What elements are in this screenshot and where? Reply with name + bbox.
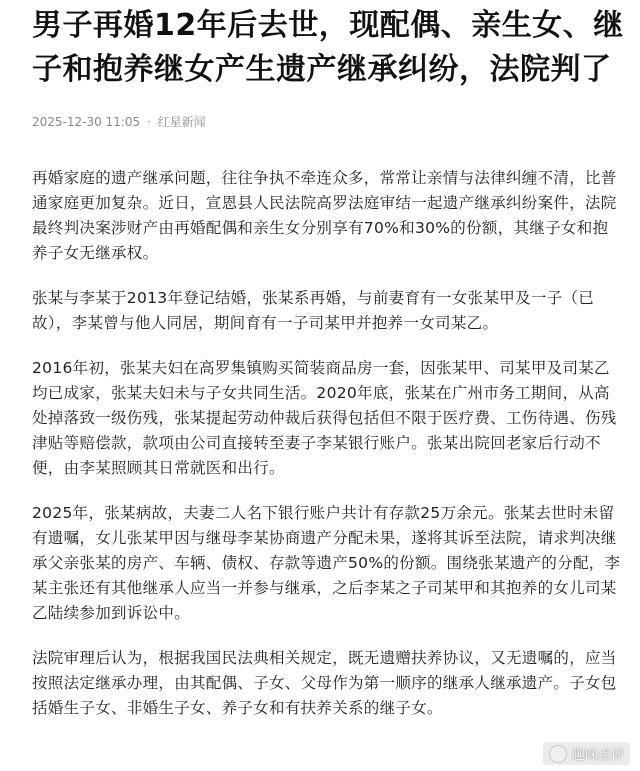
article-paragraph-2: 张某与李某于2013年登记结婚，张某系再婚，与前妻育有一女张某甲及一子（已故），李某曾与他人同居，期间育有一子司某甲并抱养一女司某乙。 — [32, 289, 595, 332]
article-paragraph-5: 法院审理后认为，根据我国民法典相关规定，既无遗赠扶养协议，又无遗嘱的，应当按照法定继承办理，由其配偶、子女、父母作为第一顺序的继承人继承遗产。子女包括婚生子女、非婚生子女、养子女和有扶养关系的继子女。 — [32, 649, 617, 717]
article-paragraph-3: 2016年初，张某夫妇在高罗集镇购买简装商品房一套，因张某甲、司某甲及司某乙均已成家，张某夫妇未与子女共同生活。2020年底，张某在广州市务工期间，从高处掉落致一级伤残，张某提起劳动仲裁后获得包括但不限于医疗费、工伤待遇、伤残津贴等赔偿款，款项由公司直接转至妻子李某银行账户。张某出院回老家后行动不便，由李某照顾其日常就医和出行。 — [32, 359, 617, 477]
watermark-text: 趣味点评 — [571, 748, 624, 763]
article-title: 男子再婚12年后去世，现配偶、亲生女、继子和抱养继女产生遗产继承纠纷，法院判了 — [32, 8, 624, 87]
source-link[interactable]: 红星新闻 — [157, 115, 206, 129]
publish-date: 2025-12-30 11:05 — [32, 115, 141, 129]
article-paragraph-1: 再婚家庭的遗产继承问题，往往争执不牵连众多，常常让亲情与法律纠缠不清，比普通家庭更加复杂。近日，宣恩县人民法院高罗法庭审结一起遗产继承纠纷案件，法院最终判决案涉财产由再婚配偶和亲生女分别享有70%和30%的份额，其继子女和抱养子女无继承权。 — [32, 169, 617, 262]
article-meta — [32, 114, 624, 130]
article-paragraph-4: 2025年，张某病故，夫妻二人名下银行账户共计有存款25万余元。张某去世时未留有遗嘱，女儿张某甲因与继母李某协商遗产分配未果，遂将其诉至法院，请求判决继承父亲张某的房产、车辆、债权、存款等遗产50%的份额。围绕张某遗产的分配，李某主张还有其他继承人应当一并参与继承，之后李某之子司某甲和其抱养的女儿司某乙陆续参加到诉讼中。 — [32, 504, 621, 622]
meta-separator: · — [146, 115, 151, 129]
avatar-icon — [549, 745, 567, 763]
article — [32, 0, 624, 721]
watermark — [543, 742, 630, 765]
